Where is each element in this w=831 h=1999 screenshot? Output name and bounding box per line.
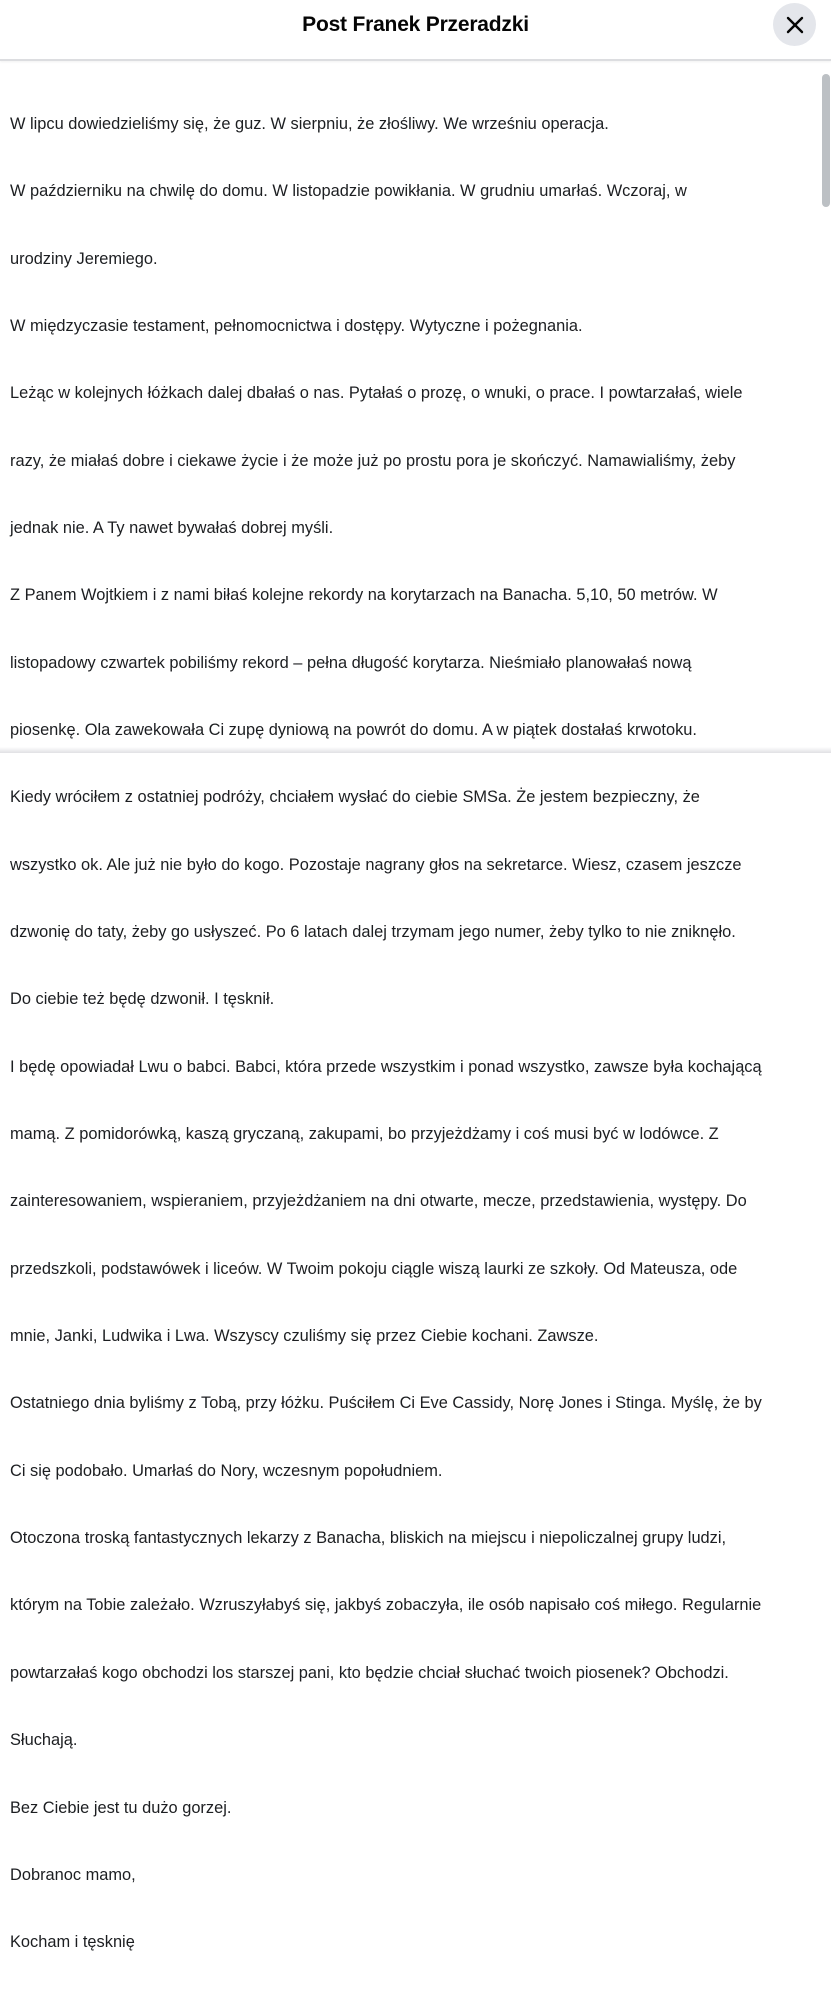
post-line: Ci się podobało. Umarłaś do Nory, wczesnym popołudniem. bbox=[10, 1461, 443, 1480]
post-line: razy, że miałaś dobre i ciekawe życie i że może już po prostu pora je skończyć. Namawialiśmy, żeby bbox=[10, 451, 736, 470]
post-line: piosenkę. Ola zawekowała Ci zupę dyniową na powrót do domu. A w piątek dostałaś krwotoku. bbox=[10, 721, 697, 739]
post-line: Do ciebie też będę dzwonił. I tęsknił. bbox=[10, 990, 275, 1009]
post-line: Leżąc w kolejnych łóżkach dalej dbałaś o nas. Pytałaś o prozę, o wnuki, o prace. I powtarzałaś, wiele bbox=[10, 384, 743, 403]
post-line: Otoczona troską fantastycznych lekarzy z Banacha, bliskich na miejscu i niepoliczalnej grupy ludzi, bbox=[10, 1529, 727, 1548]
post-line: W lipcu dowiedzieliśmy się, że guz. W sierpniu, że złośliwy. We wrześniu operacja. bbox=[10, 114, 609, 133]
dialog-header bbox=[0, 0, 831, 61]
post-line: dzwonię do taty, żeby go usłyszeć. Po 6 latach dalej trzymam jego numer, żeby tylko to nie zniknęło. bbox=[10, 923, 736, 942]
post-line: Z Panem Wojtkiem i z nami biłaś kolejne rekordy na korytarzach na Banacha. 5,10, 50 metrów. W bbox=[10, 586, 718, 605]
post-line: Kocham i tęsknię bbox=[10, 1933, 135, 1952]
close-icon bbox=[784, 14, 806, 36]
bottom-divider bbox=[0, 747, 831, 753]
post-line: Kiedy wróciłem z ostatniej podróży, chciałem wysłać do ciebie SMSa. Że jestem bezpieczny, że bbox=[10, 788, 700, 807]
post-line: powtarzałaś kogo obchodzi los starszej pani, kto będzie chciał słuchać twoich piosenek? Obchodzi. bbox=[10, 1663, 729, 1682]
post-line: W międzyczasie testament, pełnomocnictwa i dostępy. Wytyczne i pożegnania. bbox=[10, 316, 583, 335]
post-line: wszystko ok. Ale już nie było do kogo. Pozostaje nagrany głos na sekretarce. Wiesz, czasem jeszcze bbox=[10, 855, 742, 874]
close-button[interactable] bbox=[773, 3, 816, 46]
post-line: Dobranoc mamo, bbox=[10, 1865, 136, 1884]
post-line: W październiku na chwilę do domu. W listopadzie powikłania. W grudniu umarłaś. Wczoraj, w bbox=[10, 182, 687, 201]
post-body bbox=[0, 61, 831, 1952]
post-line: zainteresowaniem, wspieraniem, przyjeżdżaniem na dni otwarte, mecze, przedstawienia, występy. Do bbox=[10, 1192, 747, 1211]
post-line: listopadowy czwartek pobiliśmy rekord – pełna długość korytarza. Nieśmiało planowałaś nową bbox=[10, 653, 692, 672]
post-line: Ostatniego dnia byliśmy z Tobą, przy łóżku. Puściłem Ci Eve Cassidy, Norę Jones i Stinga. Myślę, że by bbox=[10, 1394, 762, 1413]
scrollbar[interactable] bbox=[820, 61, 831, 753]
post-line: Bez Ciebie jest tu dużo gorzej. bbox=[10, 1798, 232, 1817]
post-line: którym na Tobie zależało. Wzruszyłabyś się, jakbyś zobaczyła, ile osób napisało coś miłego. Regularnie bbox=[10, 1596, 762, 1615]
dialog-title: Post Franek Przeradzki bbox=[302, 13, 529, 36]
post-line: mnie, Janki, Ludwika i Lwa. Wszyscy czuliśmy się przez Ciebie kochani. Zawsze. bbox=[10, 1327, 599, 1346]
post-line: urodziny Jeremiego. bbox=[10, 249, 158, 268]
post-line: I będę opowiadał Lwu o babci. Babci, która przede wszystkim i ponad wszystko, zawsze była kochającą bbox=[10, 1057, 762, 1076]
post-line: Słuchają. bbox=[10, 1731, 78, 1750]
post-line: jednak nie. A Ty nawet bywałaś dobrej myśli. bbox=[10, 518, 334, 537]
scrollbar-thumb[interactable] bbox=[822, 74, 830, 207]
post-text bbox=[10, 68, 815, 1999]
post-line: przedszkoli, podstawówek i liceów. W Twoim pokoju ciągle wiszą laurki ze szkoły. Od Mateusza, ode bbox=[10, 1259, 738, 1278]
post-line: mamą. Z pomidorówką, kaszą gryczaną, zakupami, bo przyjeżdżamy i coś musi być w lodówce. Z bbox=[10, 1125, 719, 1144]
